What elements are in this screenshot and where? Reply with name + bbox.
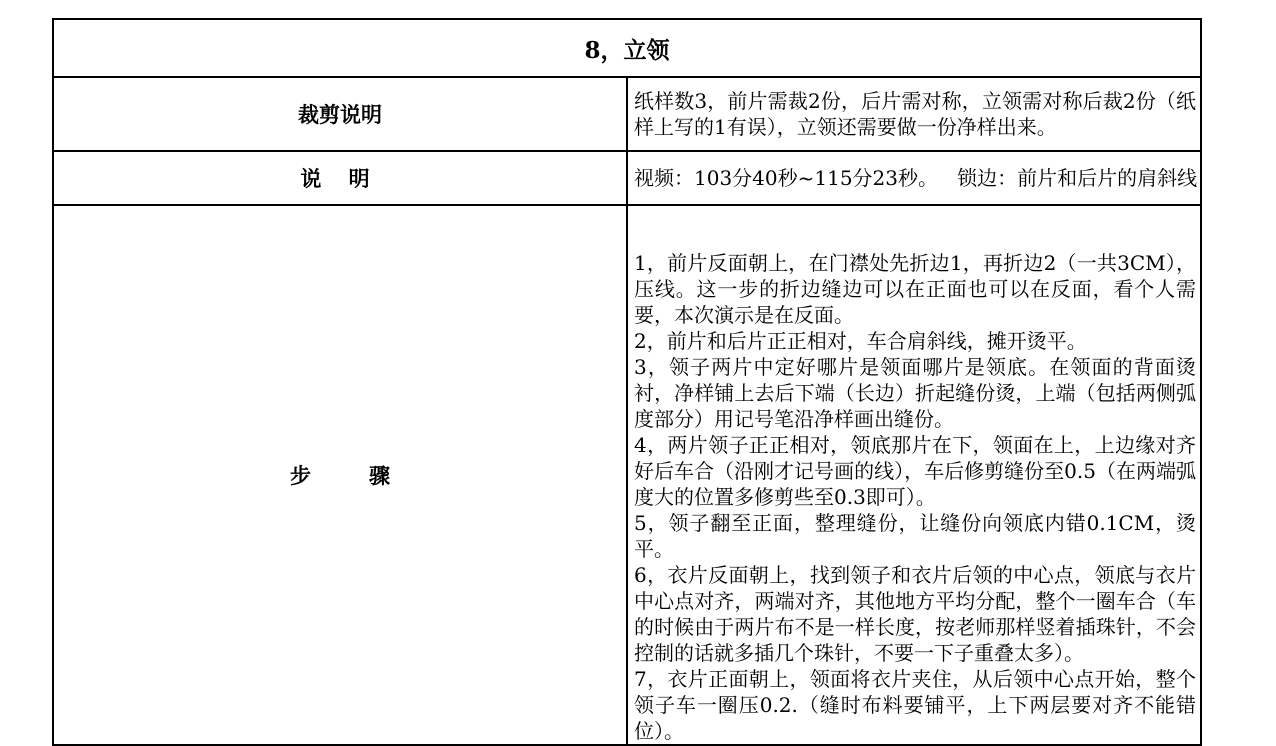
instruction-table xyxy=(52,18,1202,746)
note-text: 视频：103分40秒~115分23秒。 锁边：前片和后片的肩斜线 xyxy=(627,151,1201,205)
steps-label-part2: 骤 xyxy=(369,464,390,488)
steps-label xyxy=(290,460,390,490)
title-row xyxy=(53,19,1201,77)
step-item-7: 7，衣片正面朝上，领面将衣片夹住，从后领中心点开始，整个领子车一圈压0.2.（缝时布料要铺平，上下两层要对齐不能错位）。 xyxy=(634,667,1196,743)
steps-row xyxy=(53,205,1201,745)
cutting-row xyxy=(53,77,1201,151)
step-item-6: 6，衣片反面朝上，找到领子和衣片后领的中心点，领底与衣片中心点对齐，两端对齐，其他地方平均分配，整个一圈车合（车的时候由于两片布不是一样长度，按老师那样竖着插珠针，不会控制的话就多插几个珠针，不要一下子重叠太多）。 xyxy=(634,563,1196,665)
note-row xyxy=(53,151,1201,205)
step-item-5: 5，领子翻至正面，整理缝份，让缝份向领底内错0.1CM，烫平。 xyxy=(634,511,1196,561)
steps-content xyxy=(627,205,1201,745)
step-item-4: 4，两片领子正正相对，领底那片在下，领面在上，上边缘对齐好后车合（沿刚才记号画的线），车后修剪缝份至0.5（在两端弧度大的位置多修剪些至0.3即可）。 xyxy=(634,433,1196,509)
note-label: 说 明 xyxy=(300,167,380,191)
step-item-1: 1，前片反面朝上，在门襟处先折边1，再折边2（一共3CM），压线。这一步的折边缝边可以在正面也可以在反面，看个人需要，本次演示是在反面。 xyxy=(634,251,1196,327)
cutting-text: 纸样数3，前片需裁2份，后片需对称，立领需对称后裁2份（纸样上写的1有误），立领还需要做一份净样出来。 xyxy=(627,77,1201,151)
step-item-3: 3，领子两片中定好哪片是领面哪片是领底。在领面的背面烫衬，净样铺上去后下端（长边）折起缝份烫，上端（包括两侧弧度部分）用记号笔沿净样画出缝份。 xyxy=(634,355,1196,431)
section-title: 8，立领 xyxy=(53,19,1201,77)
steps-label-part1: 步 xyxy=(290,464,311,488)
note-label-cell xyxy=(53,151,627,205)
cutting-label: 裁剪说明 xyxy=(53,77,627,151)
steps-label-cell xyxy=(53,205,627,745)
step-item-2: 2，前片和后片正正相对，车合肩斜线，摊开烫平。 xyxy=(634,329,1087,353)
